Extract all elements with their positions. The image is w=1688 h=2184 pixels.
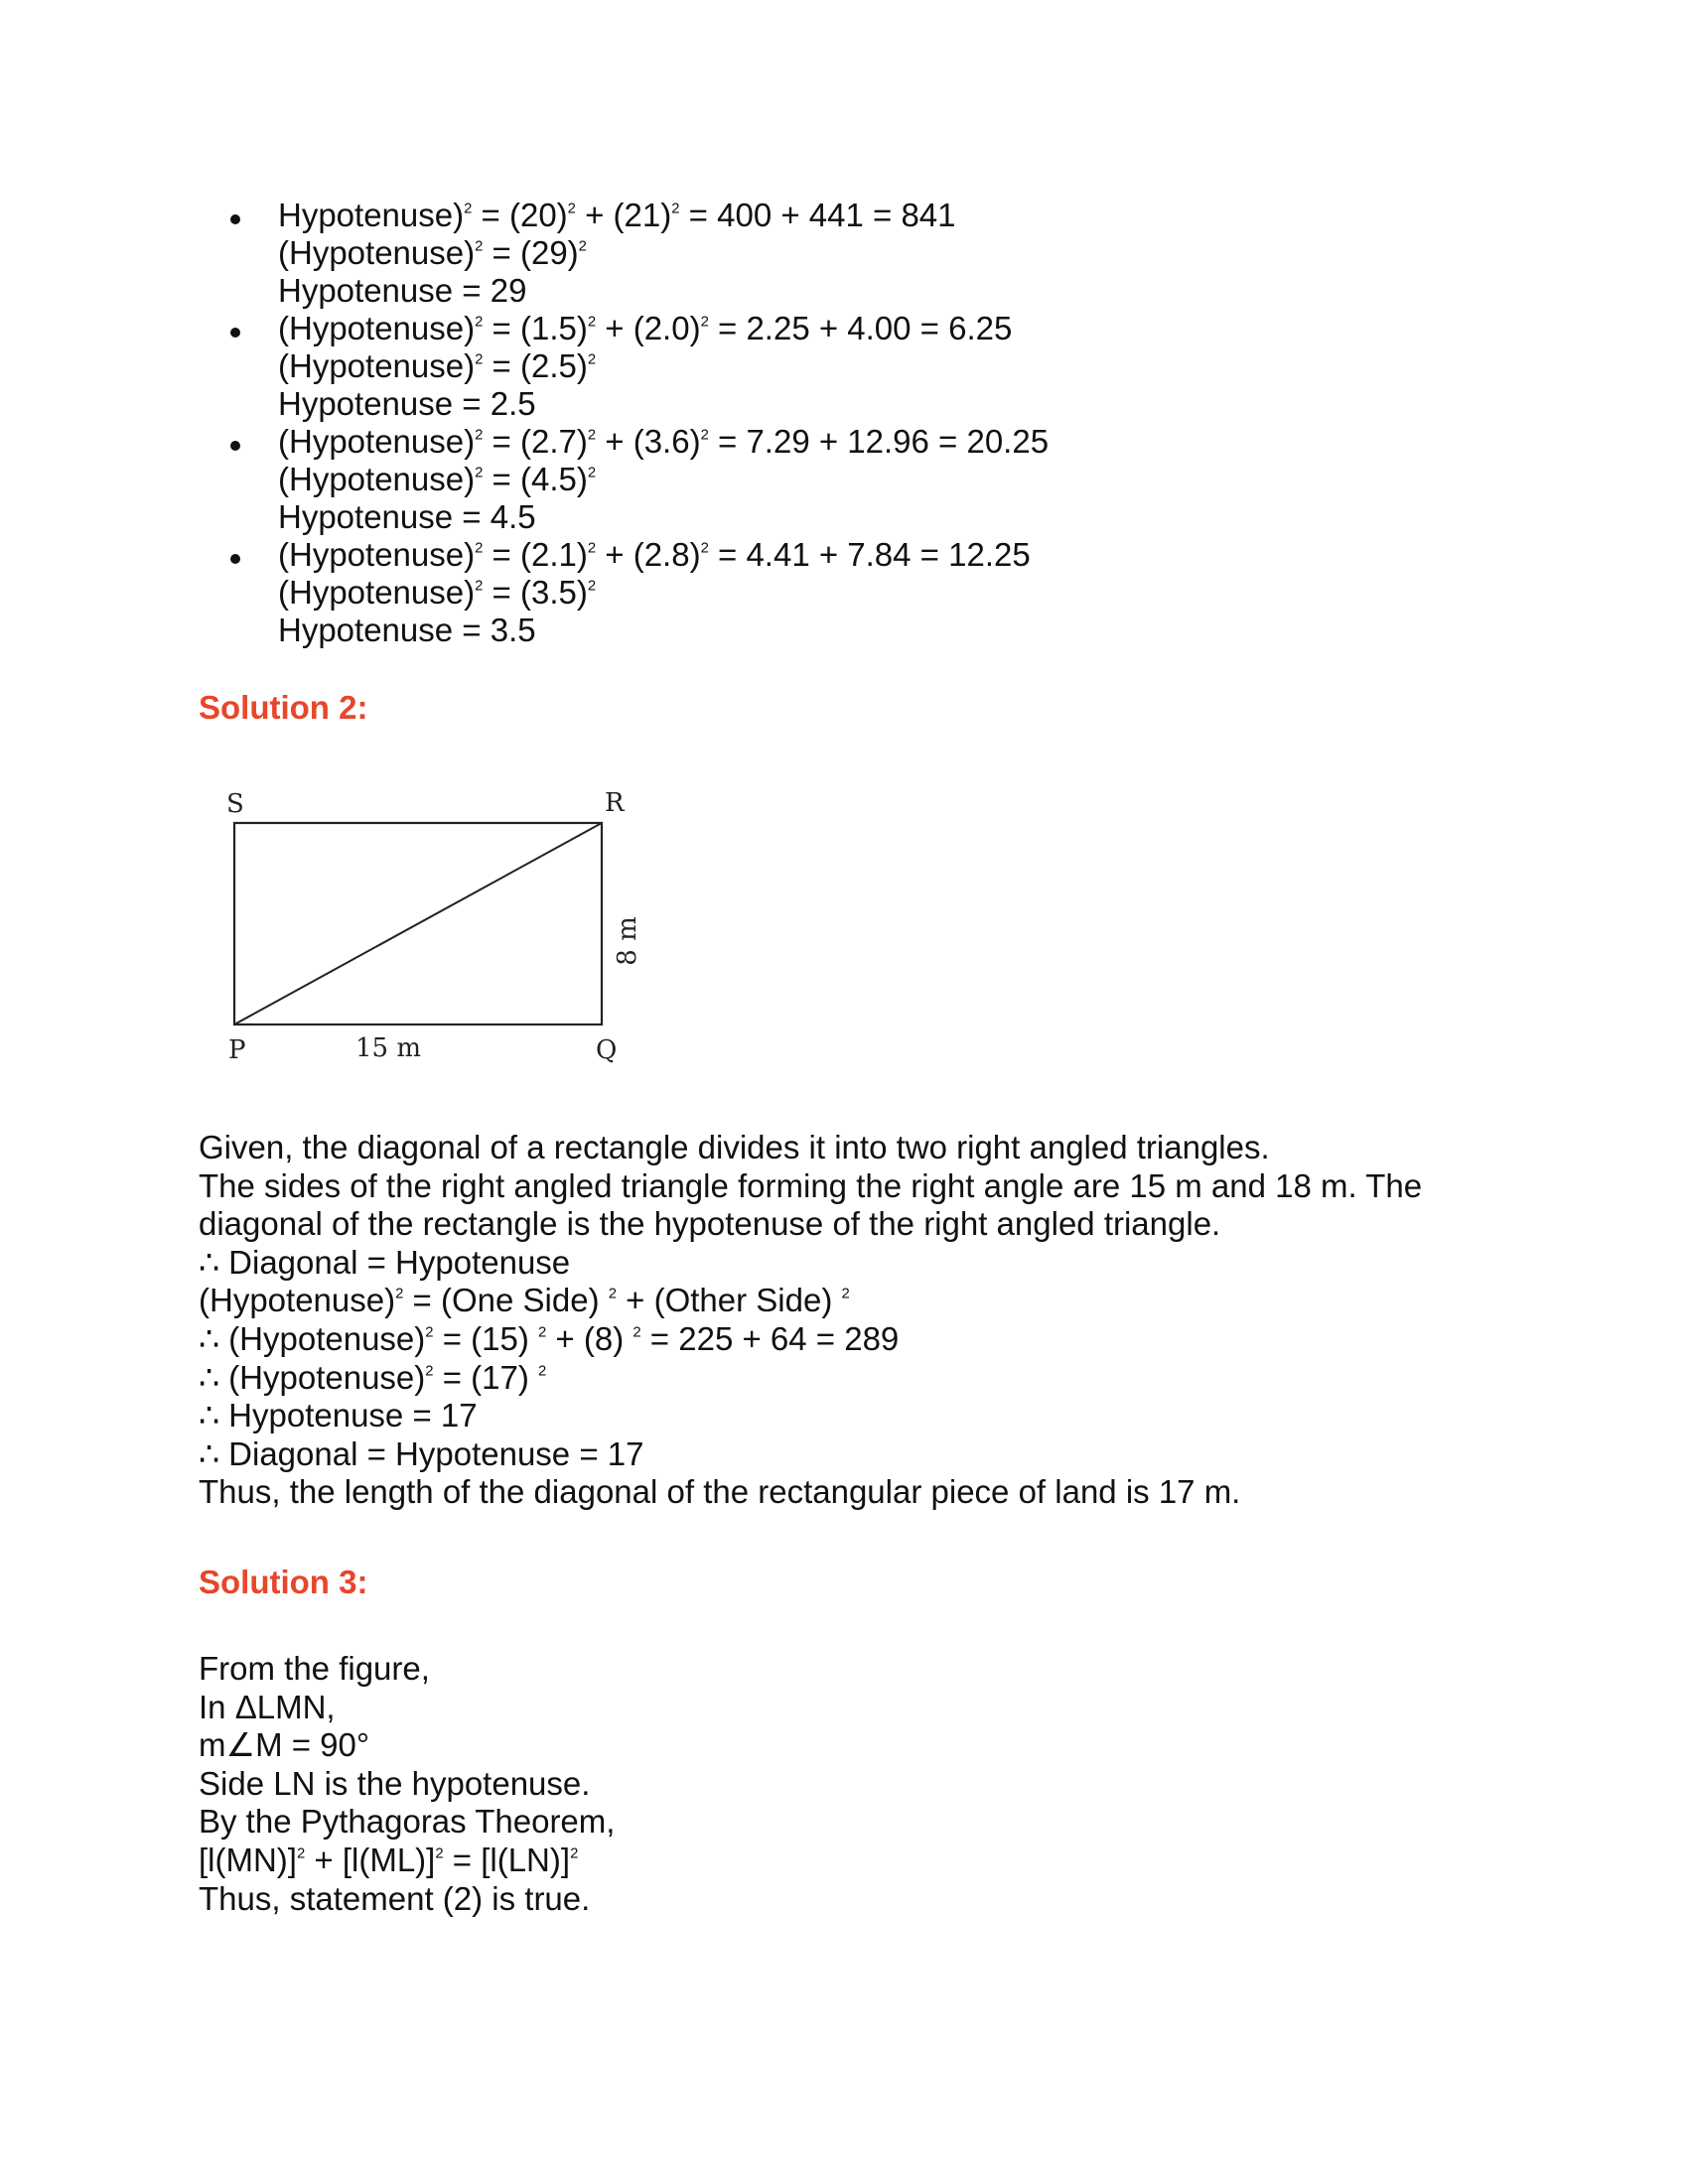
text-line: ∴ Hypotenuse = 17 <box>199 1397 478 1434</box>
text-line: m∠M = 90° <box>199 1726 370 1764</box>
equation-line: Hypotenuse = 4.5 <box>278 498 536 535</box>
equation-line: (Hypotenuse)$^2$ = $(2.1)^2 + (2.8)^2 = 4.41 + 7.84 = 12.25$ <box>278 536 1031 573</box>
equation-line: (Hypotenuse)$^2$ = $(2.7)^2 + (3.6)^2 = 7.29 + 12.96 = 20.25$ <box>278 423 1050 460</box>
equation-line: Hypotenuse = 2.5 <box>278 385 536 422</box>
text-line: In ΔLMN, <box>199 1688 336 1725</box>
text-line: The sides of the right angled triangle forming the right angle are 15 m and 18 m. The <box>199 1166 1423 1204</box>
equation-line: Hypotenuse = 29 <box>278 272 527 309</box>
text-line: Side LN is the hypotenuse. <box>199 1764 591 1802</box>
base-length-label: 15 m <box>355 1033 422 1063</box>
bullet-icon <box>230 441 240 451</box>
text-line: ∴ Diagonal = Hypotenuse <box>199 1243 571 1281</box>
bullet-icon <box>230 554 240 564</box>
solution-1-list <box>199 197 1489 649</box>
diagonal-pr <box>234 823 602 1024</box>
vertex-label-r: R <box>605 788 625 818</box>
text-line: ∴ (Hypotenuse)$^2$ = (15) $^2$ + (8) $^2$ = 225 + 64 = 289 <box>199 1319 900 1357</box>
bullet-icon <box>230 328 240 338</box>
text-line: diagonal of the rectangle is the hypotenuse of the right angled triangle. <box>199 1205 1221 1243</box>
equation-line: (Hypotenuse)$^2$ = $(2.5)^2$ <box>278 347 597 384</box>
list-item <box>199 310 1489 423</box>
text-line: By the Pythagoras Theorem, <box>199 1803 616 1841</box>
equation-line: (Hypotenuse)$^2$ = $(4.5)^2$ <box>278 461 597 497</box>
text-line: From the figure, <box>199 1650 430 1687</box>
list-item <box>199 197 1489 310</box>
solution-3-body <box>199 1650 1489 1918</box>
equation-line: (Hypotenuse)$^2$ = $(3.5)^2$ <box>278 574 597 611</box>
text-line: ∴ (Hypotenuse)$^2$ = (17) $^2$ <box>199 1358 547 1396</box>
rectangle-pqrs-figure <box>218 784 655 1082</box>
text-line: (Hypotenuse)$^2$ = (One Side) $^2$ + (Other Side) $^2$ <box>199 1282 850 1319</box>
solution-2-body <box>199 1129 1489 1512</box>
solution-3-heading: Solution 3: <box>199 1564 368 1600</box>
text-line: ∴ Diagonal = Hypotenuse = 17 <box>199 1434 644 1472</box>
equation-line: (Hypotenuse)$^2$ = $(29)^2$ <box>278 234 587 271</box>
height-length-label: 8 m <box>613 916 642 966</box>
vertex-label-s: S <box>226 789 244 819</box>
list-item <box>199 423 1489 536</box>
vertex-label-p: P <box>228 1035 246 1065</box>
text-line: Thus, the length of the diagonal of the rectangular piece of land is 17 m. <box>199 1473 1241 1511</box>
equation-line: (Hypotenuse)$^2$ = $(1.5)^2 + (2.0)^2 = 2.25 + 4.00 = 6.25$ <box>278 310 1013 346</box>
bullet-icon <box>230 214 240 224</box>
text-line: $[l(MN)]^2 + [l(ML)]^2 = [l(LN)]^2$ <box>199 1841 579 1878</box>
vertex-label-q: Q <box>596 1035 618 1065</box>
text-line: Given, the diagonal of a rectangle divides it into two right angled triangles. <box>199 1129 1270 1165</box>
equation-line: Hypotenuse = 3.5 <box>278 612 536 648</box>
solution-2-heading: Solution 2: <box>199 689 368 726</box>
list-item <box>199 536 1489 649</box>
equation-line: Hypotenuse)$^2$ = $(20)^2 + (21)^2 = 400 + 441 = 841$ <box>278 197 956 233</box>
text-line: Thus, statement (2) is true. <box>199 1879 591 1917</box>
